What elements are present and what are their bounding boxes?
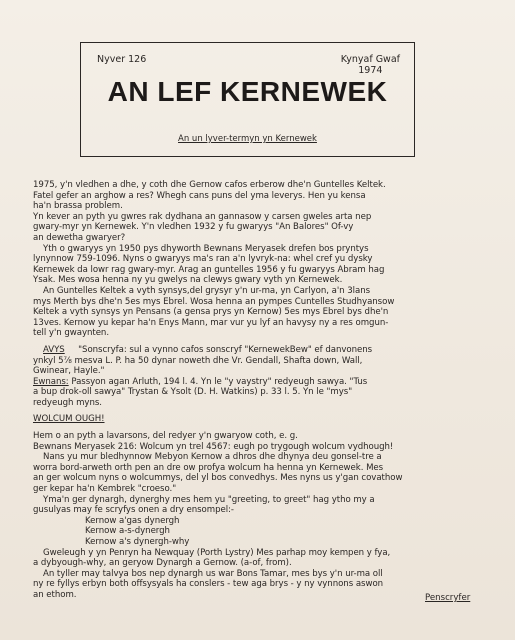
avys-text: "Sonscryfa: sul a vynno cafos sonscryf "KernewekBew" ef danvonens — [78, 344, 373, 355]
issue-year: 1974 — [358, 65, 383, 76]
text-line: Hem o an pyth a lavarsons, del redyer y'n gwaryow coth, e. g. — [33, 431, 298, 442]
text-line: An Guntelles Keltek a vyth synsys,del grysyr y'n ur-ma, yn Carlyon, a'n 3lans — [43, 285, 371, 296]
corrections-line — [33, 377, 503, 388]
text-line: Yn kever an pyth yu gwres rak dydhana an gannasow y carsen gweles arta nep — [33, 211, 372, 222]
text-line: gwary-myr yn Kernewek. Y'n vledhen 1932 y fu gwaryys "An Balores" Of-vy — [33, 222, 354, 233]
text-line: tell y'n gwaynten. — [33, 328, 110, 339]
masthead-box — [80, 42, 415, 157]
example-line: Kernow a'gas dynergh — [85, 515, 180, 526]
text-line: Bewnans Meryasek 216: Wolcum yn trel 4567: eugh po trygough wolcum vydhough! — [33, 441, 394, 452]
page-subtitle: An un lyver-termyn yn Kernewek — [178, 134, 317, 144]
text-line: redyeugh myns. — [33, 397, 102, 408]
section-heading: WOLCUM OUGH! — [33, 414, 105, 425]
text-line: Ysak. Mes wosa henna ny yu gwelys na clewys gwary vyth yn Kernewek. — [33, 275, 343, 286]
text-line: 1975, y'n vledhen a dhe, y coth dhe Gernow cafos erberow dhe'n Guntelles Keltek. — [33, 180, 386, 190]
text-line: Yth o gwaryys yn 1950 pys dhyworth Bewnans Meryasek drefen bos pryntys — [43, 243, 369, 254]
notice-line — [33, 345, 503, 356]
text-line: Kernewek da lowr rag gwary-myr. Arag an guntelles 1956 y fu gwaryys Abram hag — [33, 264, 385, 275]
text-line: Nans yu mur bledhynnow Mebyon Kernow a dhros dhe dhynya deu gonsel-tre a — [43, 452, 382, 463]
text-line: Fatel gefer an arghow a res? Whegh cans puns del yma leverys. Hen yu kensa — [33, 190, 366, 201]
issue-season: Kynyaf Gwaf — [340, 54, 400, 65]
text-line: ynkyl 5⅞ mesva L. P. ha 50 dynar noweth dhe Vr. Gendall, Shafta down, Wall, — [33, 355, 363, 366]
text-line: Gweleugh y yn Penryn ha Newquay (Porth Lystry) Mes parhap moy kempen y fya, — [43, 547, 391, 558]
signature: Penscryfer — [425, 593, 471, 603]
example-line: Kernow a-s-dynergh — [85, 526, 170, 537]
text-line: an ger wolcum nyns o wolcummys, del yl bos convedhys. Mes nyns us y'gan covathow — [33, 473, 403, 484]
example-line: Kernow a's dynergh-why — [85, 537, 190, 547]
ewnans-label: Ewnans: — [33, 376, 69, 387]
article-body — [33, 180, 503, 601]
text-line: ha'n brassa problem. — [33, 201, 123, 212]
page-title: AN LEF KERNEWEK — [107, 76, 388, 107]
text-line: ny re fyllys erbyn both offsysyals ha conslers - tew aga brys - y ny vynnons aswon — [33, 579, 384, 590]
text-line: Gwinear, Hayle." — [33, 366, 105, 377]
issue-date — [341, 54, 400, 76]
text-line: An tyller may talvya bos nep dynargh us war Bons Tamar, mes bys y'n ur-ma oll — [43, 568, 383, 579]
text-line: worra bord-arweth orth pen an dre ow profya wolcum ha henna yn Kernewek. Mes — [33, 462, 384, 473]
issue-number: Nyver 126 — [97, 54, 147, 65]
text-line: Keltek a vyth synsys yn Pensans (a gensa prys yn Kernow) 5es mys Ebrel bys dhe'n — [33, 307, 389, 318]
avys-label: AVYS — [43, 344, 65, 355]
text-line: a bup drok-oll sawya" Trystan & Ysolt (D. H. Watkins) p. 33 l. 5. Yn le "mys" — [33, 387, 353, 398]
text-line: gusulyas may fe scryfys onen a dry ensompel:- — [33, 505, 234, 516]
ewnans-text: Passyon agan Arluth, 194 l. 4. Yn le "y vaystry" redyeugh sawya. "Tus — [71, 376, 368, 387]
text-line: ger kepar ha'n Kembrek "croeso." — [33, 484, 177, 495]
text-line: lynynnow 759-1096. Nyns o gwaryys ma's ran a'n lyvryk-na: whel cref yu dysky — [33, 254, 373, 265]
text-line: an ethom. — [33, 589, 77, 600]
text-line: Yma'n ger dynargh, dynerghy mes hem yu "greeting, to greet" hag ytho my a — [43, 494, 375, 505]
text-line: an dewetha gwaryer? — [33, 232, 126, 243]
text-line: mys Merth bys dhe'n 5es mys Ebrel. Wosa henna an pympes Cuntelles Studhyansow — [33, 296, 395, 307]
text-line: a dybyough-why, an geryow Dynargh a Gernow. (a-of, from). — [33, 558, 292, 569]
text-line: 13ves. Kernow yu kepar ha'n Enys Mann, mar vur yu lyf an havysy ny a res omgun- — [33, 317, 389, 328]
